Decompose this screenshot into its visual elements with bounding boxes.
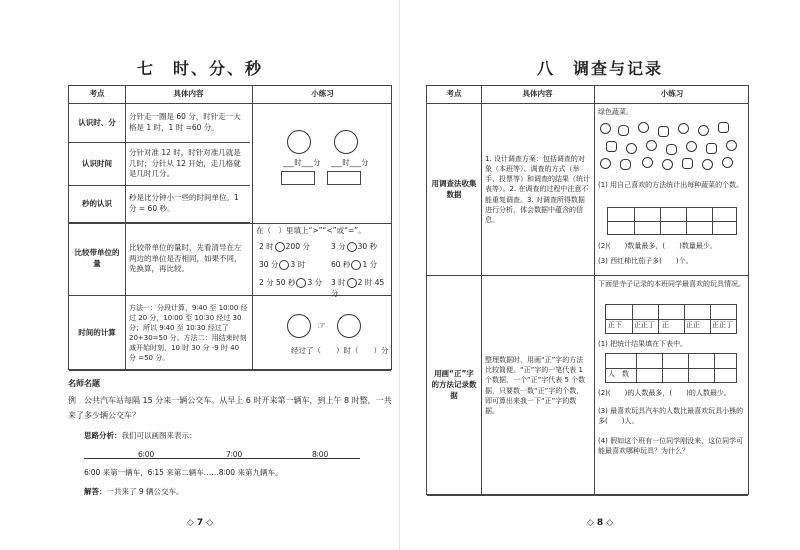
tally-mark: 正 xyxy=(662,321,669,329)
elapsed-blank: 经过了（ ）时（ ）分 xyxy=(291,346,389,355)
content-cell: 秒是比分钟小一些的时间单位。1 分 = 60 秒。 xyxy=(129,193,239,213)
question-text: (1) 用自己喜欢的方法统计出每种蔬菜的个数。 xyxy=(598,181,744,189)
page-number: ◇ 8 ◇ xyxy=(586,518,614,528)
clock-answer-blank: ___时___分 xyxy=(331,158,369,167)
tally-mark: 正下 xyxy=(608,321,622,329)
question-text: (2)( )的人数最多，( )的人数最少。 xyxy=(598,389,731,397)
analysis-text: 我们可以画图来表示： xyxy=(121,431,197,440)
clock-answer-blank: ___时___分 xyxy=(283,158,321,167)
header-practice: 小练习 xyxy=(660,89,684,99)
timeline-tick: 8∶00 xyxy=(312,450,329,459)
question-text: (3) 最喜欢玩具汽车的人数比最喜欢玩具小熊的多( )人。 xyxy=(598,407,744,426)
section-heading: 名师名题 xyxy=(68,379,100,388)
table-row xyxy=(69,143,250,186)
tally-mark: 正正丁 xyxy=(634,321,655,329)
knowledge-table xyxy=(68,85,392,370)
clock-icon xyxy=(337,314,361,338)
practice-intro: 下面是寺子记录的本班同学最喜欢的玩具情况。 xyxy=(598,280,745,288)
kp-cell: 用调查法收集数据 xyxy=(431,178,477,199)
compare-left: 3 分 xyxy=(331,242,346,251)
table-header-row xyxy=(427,86,748,104)
vegetable-illustration xyxy=(598,121,746,171)
blank-circle xyxy=(296,278,306,288)
blank-circle xyxy=(347,242,357,252)
answer-label: 解答： xyxy=(84,487,107,496)
content-cell: 1. 设计调查方案：包括调查的对象（本班等）、调查的方式（举手、投票等）和调查的结果（统计表等）。2. 在调查的过程中注意不能重复调查。3. 对调查所得数据进行分析，体会数据中蕴含的信息。 xyxy=(485,155,590,224)
clock-icon xyxy=(287,314,311,338)
analysis-label: 思路分析： xyxy=(84,431,122,440)
compare-right: 30 秒 xyxy=(357,242,378,251)
blank-circle xyxy=(279,260,289,270)
compare-right: 200 分 xyxy=(285,242,310,251)
tally-mark: 正正 xyxy=(686,321,700,329)
header-kp: 考点 xyxy=(446,89,462,99)
page-title: 八 调查与记录 xyxy=(536,59,663,78)
content-cell: 方法一：分段计算，9∶40 至 10∶00 经过 20 分，10∶00 至 10∶30 经过 30 分；所以 9∶40 至 10∶30 经过了 20+30=50 分。方法二：用结束时刻减开始时刻，10 时 30 分 -9 时 40 分 =50 分。 xyxy=(129,303,248,363)
header-content: 具体内容 xyxy=(522,89,553,99)
compare-right: 3 分 xyxy=(307,278,323,287)
content-cell: 分针走一圈是 60 分，时针走一大格是 1 时，1 时 =60 分。 xyxy=(129,112,241,132)
clock-icon xyxy=(287,130,311,154)
example-problem: 例 公共汽车站每隔 15 分来一辆公交车。从早上 6 时开来第一辆车，到上午 8 时整，一共来了多少辆公交车？ xyxy=(68,396,392,421)
compare-left: 2 时 xyxy=(259,242,274,251)
kp-cell: 用画“正”字的方法记录数据 xyxy=(431,369,477,400)
compare-left: 30 分 xyxy=(259,260,279,269)
table-row xyxy=(69,186,250,223)
practice-intro: 绿色蔬菜。 xyxy=(598,108,633,116)
kp-cell: 认识时、分 xyxy=(78,117,116,127)
question-text: (2)( )数量最多，( )数量最少。 xyxy=(598,242,717,250)
page-number: ◇ 7 ◇ xyxy=(186,518,214,528)
compare-instructions: 在（ ）里填上“>”“<”或“=”。 xyxy=(256,226,366,235)
blank-circle xyxy=(351,260,361,270)
answer-box xyxy=(327,171,361,185)
right-page xyxy=(400,0,800,550)
kp-cell: 秒的认识 xyxy=(82,198,112,208)
question-text: (3) 西红柿比茄子多( )个。 xyxy=(598,257,693,265)
compare-left: 60 秒 xyxy=(331,260,351,269)
knowledge-table xyxy=(426,85,749,495)
table-header-row xyxy=(69,86,391,104)
compare-right: 1 分 xyxy=(362,260,378,269)
compare-left: 2 分 50 秒 xyxy=(259,278,296,287)
question-text: (1) 把统计结果填在下表中。 xyxy=(598,340,688,348)
sequence-text: 6∶00 来第一辆车，6∶15 来第二辆车……8∶00 来第九辆车。 xyxy=(84,468,283,477)
page-gutter xyxy=(399,0,400,550)
header-practice: 小练习 xyxy=(311,89,334,99)
blank-circle xyxy=(275,242,285,252)
result-table xyxy=(605,353,737,383)
answer-box xyxy=(281,171,315,185)
tally-table xyxy=(607,207,737,235)
header-content: 具体内容 xyxy=(173,89,204,99)
clock-icon xyxy=(334,130,358,154)
tally-mark: 正正丁 xyxy=(712,321,733,329)
content-cell: 分针对准 12 时，时针对准几就是几时；分针从 12 开始，走几格就是几时几分。 xyxy=(129,147,241,179)
compare-right: 3 时 xyxy=(290,260,306,269)
arrow-icon: ☞ xyxy=(317,321,326,332)
question-text: (4) 假如这个班有一位同学刚没来，这位同学可能最喜欢哪种玩具？为什么？ xyxy=(598,437,744,456)
content-cell: 比较带单位的量时，先看清导在左两边的单位是否相同，如果不同，先换算，再比较。 xyxy=(129,242,242,274)
header-kp: 考点 xyxy=(89,89,105,99)
table-row xyxy=(69,104,250,143)
page-title: 七 时、分、秒 xyxy=(136,59,263,78)
content-cell: 整理数据时，用画“正”字的方法比较简便。“正”字的一笔代表 1 个数据，一个“正”字代表 5 个数据，只要数一数“正”字的个数，即可算出来我一下“正”字的数据。 xyxy=(485,356,586,415)
blank-circle xyxy=(347,278,357,288)
toy-tally-table xyxy=(605,304,737,334)
answer-text: 一共来了 9 辆公交车。 xyxy=(106,487,184,496)
compare-left: 3 时 xyxy=(331,278,346,287)
kp-cell: 时间的计算 xyxy=(78,327,116,337)
kp-cell: 认识时间 xyxy=(82,158,112,168)
timeline-tick: 6∶00 xyxy=(138,450,155,459)
people-label: 人 数 xyxy=(608,370,629,378)
compare-right: 2 时 45 分 xyxy=(331,278,385,298)
kp-cell: 比较带单位的量 xyxy=(74,248,120,268)
timeline-tick: 7∶00 xyxy=(226,450,243,459)
